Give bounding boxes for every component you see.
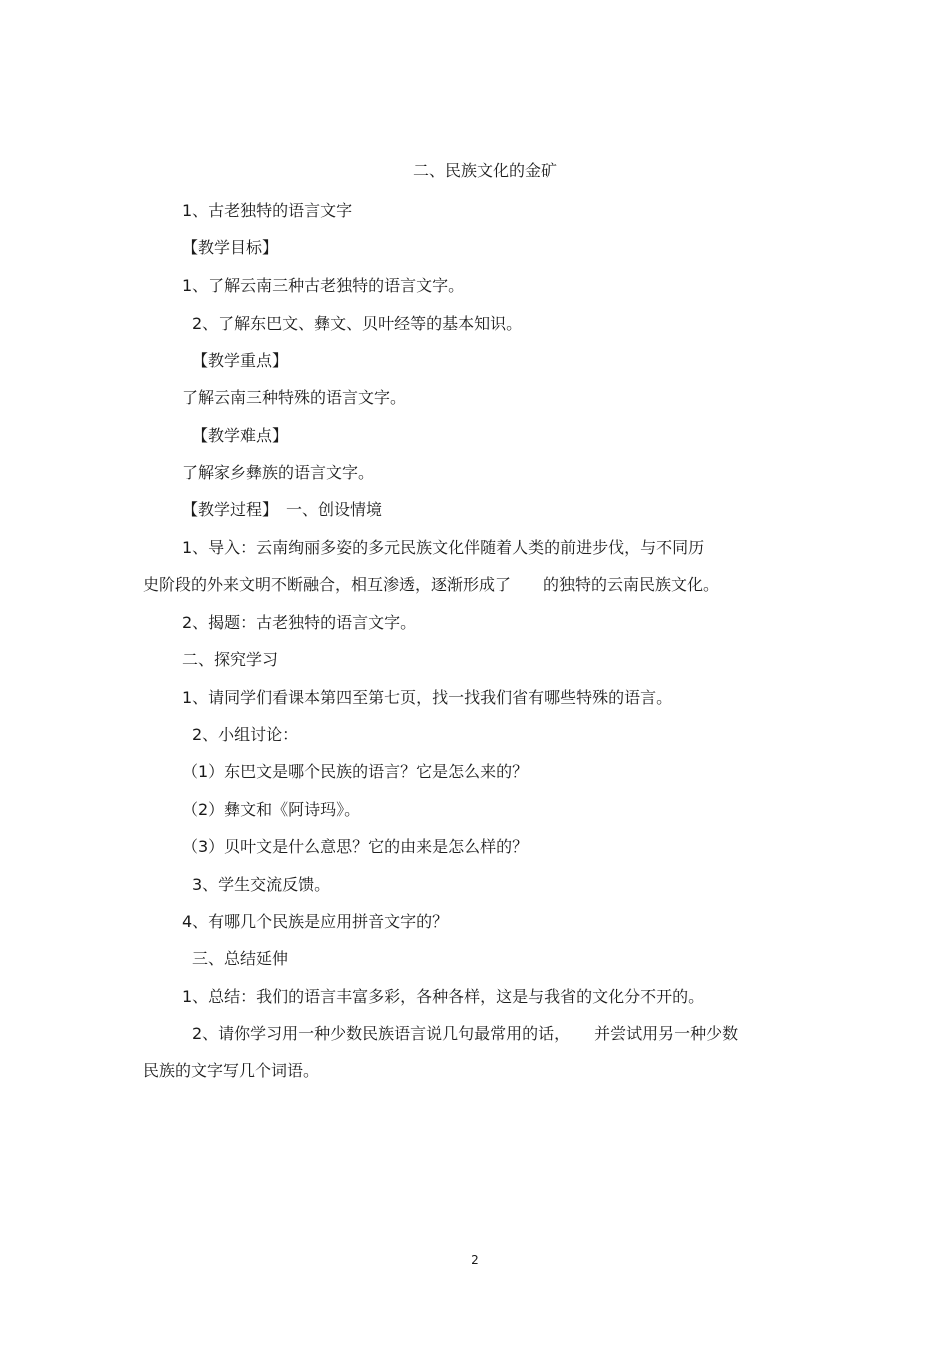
body-line: 1、导入：云南绚丽多姿的多元民族文化伴随着人类的前进步伐，与不同历 bbox=[182, 538, 705, 557]
body-line-continuation: 史阶段的外来文明不断融合，相互渗透，逐渐形成了 的独特的云南民族文化。 bbox=[143, 575, 720, 594]
body-line: 了解云南三种特殊的语言文字。 bbox=[182, 388, 407, 407]
body-line: 1、总结：我们的语言丰富多彩，各种各样，这是与我省的文化分不开的。 bbox=[182, 987, 705, 1006]
bracket-heading-key-points: 【教学重点】 bbox=[192, 351, 289, 370]
discussion-item: （2）彝文和《阿诗玛》。 bbox=[182, 800, 361, 819]
body-line: 2、揭题：古老独特的语言文字。 bbox=[182, 613, 417, 632]
objective-line: 1、了解云南三种古老独特的语言文字。 bbox=[182, 276, 465, 295]
discussion-item: （3）贝叶文是什么意思？它的由来是怎么样的？ bbox=[182, 837, 529, 856]
document-title: 二、民族文化的金矿 bbox=[412, 161, 557, 180]
section-heading: 1、古老独特的语言文字 bbox=[182, 201, 353, 220]
body-line: 1、请同学们看课本第四至第七页，找一找我们省有哪些特殊的语言。 bbox=[182, 688, 673, 707]
discussion-item: （1）东巴文是哪个民族的语言？它是怎么来的？ bbox=[182, 762, 529, 781]
objective-line: 2、了解东巴文、彝文、贝叶经等的基本知识。 bbox=[192, 314, 523, 333]
bracket-heading-difficulties: 【教学难点】 bbox=[192, 426, 289, 445]
section-heading: 二、探究学习 bbox=[182, 650, 279, 669]
body-line: 3、学生交流反馈。 bbox=[192, 875, 331, 894]
body-line: 2、请你学习用一种少数民族语言说几句最常用的话， 并尝试用另一种少数 bbox=[192, 1024, 739, 1043]
bracket-heading-objectives: 【教学目标】 bbox=[182, 238, 279, 257]
section-heading: 三、总结延伸 bbox=[192, 949, 289, 968]
bracket-heading-process: 【教学过程】 一、创设情境 bbox=[182, 500, 383, 519]
body-line-continuation: 民族的文字写几个词语。 bbox=[143, 1061, 320, 1080]
body-line: 4、有哪几个民族是应用拼音文字的？ bbox=[182, 912, 449, 931]
body-line: 2、小组讨论： bbox=[192, 725, 299, 744]
body-line: 了解家乡彝族的语言文字。 bbox=[182, 463, 375, 482]
page-number: 2 bbox=[471, 1253, 479, 1267]
